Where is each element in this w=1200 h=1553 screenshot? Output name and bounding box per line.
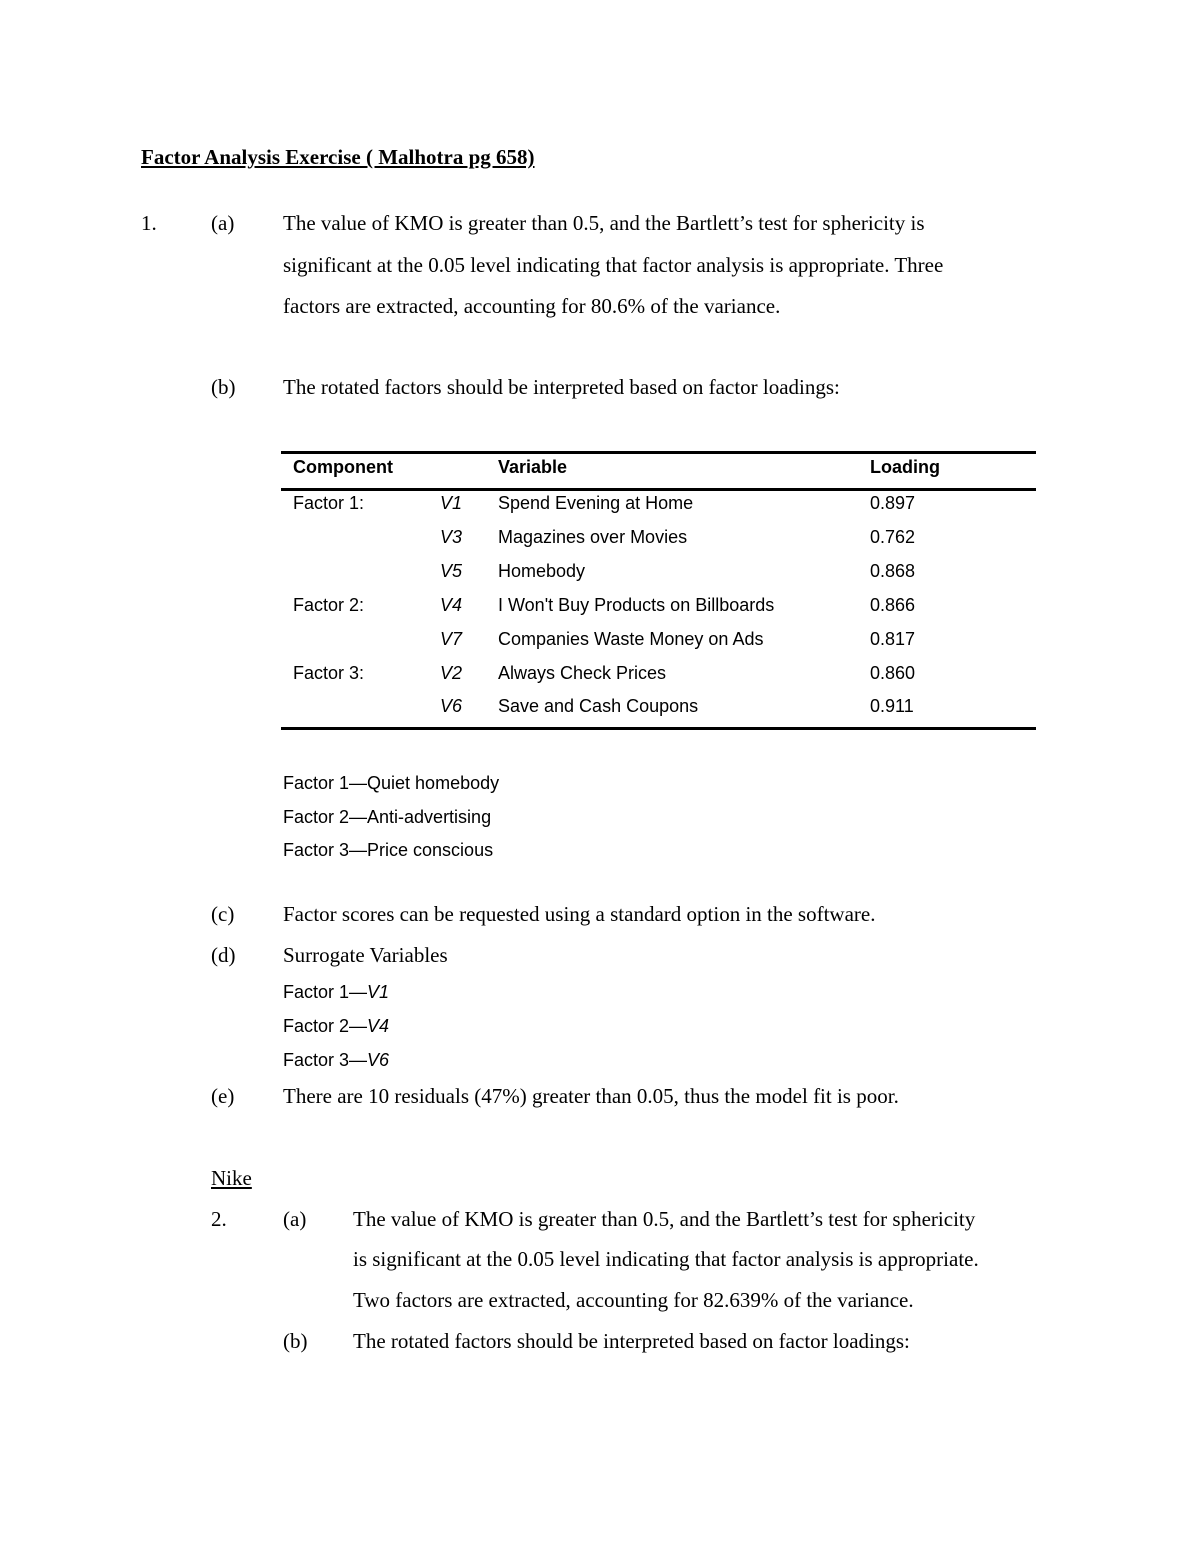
- paragraph-line: There are 10 residuals (47%) greater than 0.05, thus the model fit is poor.: [283, 1084, 899, 1108]
- question-number: 1.: [141, 211, 157, 235]
- component-cell: Factor 1:: [293, 493, 365, 513]
- variable-name-cell: Companies Waste Money on Ads: [498, 629, 764, 649]
- item-label-d: (d): [211, 943, 236, 967]
- item-label-b: (b): [211, 375, 236, 399]
- factor-name: Factor 3—Price conscious: [283, 840, 494, 860]
- section-heading: Nike: [211, 1166, 252, 1190]
- page-title: Factor Analysis Exercise ( Malhotra pg 658): [141, 145, 535, 169]
- factor-name: Factor 1—Quiet homebody: [283, 773, 500, 793]
- paragraph-line: Factor scores can be requested using a standard option in the software.: [283, 902, 876, 926]
- paragraph-line: factors are extracted, accounting for 80.6% of the variance.: [283, 294, 781, 318]
- table-bottom-rule: [281, 727, 1036, 730]
- variable-name-cell: I Won't Buy Products on Billboards: [498, 595, 775, 615]
- surrogate-variable-item: [283, 983, 389, 1001]
- paragraph-line: The rotated factors should be interpreted based on factor loadings:: [283, 375, 840, 399]
- variable-name-cell: Magazines over Movies: [498, 527, 688, 547]
- surrogate-variable-item: [283, 1051, 389, 1069]
- item-label-a: (a): [283, 1207, 307, 1231]
- paragraph-line: The value of KMO is greater than 0.5, and the Bartlett’s test for sphericity: [353, 1207, 976, 1231]
- variable-code-cell: V3: [440, 527, 463, 547]
- loading-cell: 0.866: [870, 595, 916, 615]
- component-cell: Factor 2:: [293, 595, 365, 615]
- paragraph-line: is significant at the 0.05 level indicating that factor analysis is appropriate.: [353, 1247, 979, 1271]
- item-label-e: (e): [211, 1084, 235, 1108]
- loading-cell: 0.817: [870, 629, 916, 649]
- item-label-c: (c): [211, 902, 235, 926]
- question-number: 2.: [211, 1207, 227, 1231]
- surrogate-variable: V4: [367, 1016, 390, 1036]
- paragraph-line: The value of KMO is greater than 0.5, and the Bartlett’s test for sphericity is: [283, 211, 925, 235]
- variable-code-cell: V5: [440, 561, 463, 581]
- loading-cell: 0.860: [870, 663, 916, 683]
- variable-code-cell: V2: [440, 663, 463, 683]
- surrogate-variable-item: [283, 1017, 389, 1035]
- surrogate-prefix: Factor 2—: [283, 1016, 368, 1036]
- component-cell: Factor 3:: [293, 663, 365, 683]
- variable-code-cell: V1: [440, 493, 463, 513]
- paragraph-line: significant at the 0.05 level indicating that factor analysis is appropriate. Three: [283, 253, 944, 277]
- column-header-variable: Variable: [498, 457, 568, 477]
- variable-code-cell: V7: [440, 629, 463, 649]
- surrogate-prefix: Factor 3—: [283, 1050, 368, 1070]
- item-label-b: (b): [283, 1329, 308, 1353]
- variable-code-cell: V6: [440, 696, 463, 716]
- variable-name-cell: Always Check Prices: [498, 663, 667, 683]
- loading-cell: 0.911: [870, 696, 914, 716]
- variable-code-cell: V4: [440, 595, 463, 615]
- paragraph-line: The rotated factors should be interpreted based on factor loadings:: [353, 1329, 910, 1353]
- factor-name: Factor 2—Anti-advertising: [283, 807, 492, 827]
- column-header-component: Component: [293, 457, 393, 477]
- loading-cell: 0.868: [870, 561, 916, 581]
- variable-name-cell: Save and Cash Coupons: [498, 696, 699, 716]
- surrogate-variable: V6: [367, 1050, 390, 1070]
- column-header-loading: Loading: [870, 457, 940, 477]
- paragraph-line: Two factors are extracted, accounting for 82.639% of the variance.: [353, 1288, 914, 1312]
- loading-cell: 0.897: [870, 493, 916, 513]
- paragraph-line: Surrogate Variables: [283, 943, 448, 967]
- variable-name-cell: Spend Evening at Home: [498, 493, 694, 513]
- table-header-rule: [281, 488, 1036, 491]
- variable-name-cell: Homebody: [498, 561, 586, 581]
- item-label-a: (a): [211, 211, 235, 235]
- table-top-rule: [281, 451, 1036, 454]
- surrogate-variable: V1: [367, 982, 390, 1002]
- surrogate-prefix: Factor 1—: [283, 982, 368, 1002]
- loading-cell: 0.762: [870, 527, 916, 547]
